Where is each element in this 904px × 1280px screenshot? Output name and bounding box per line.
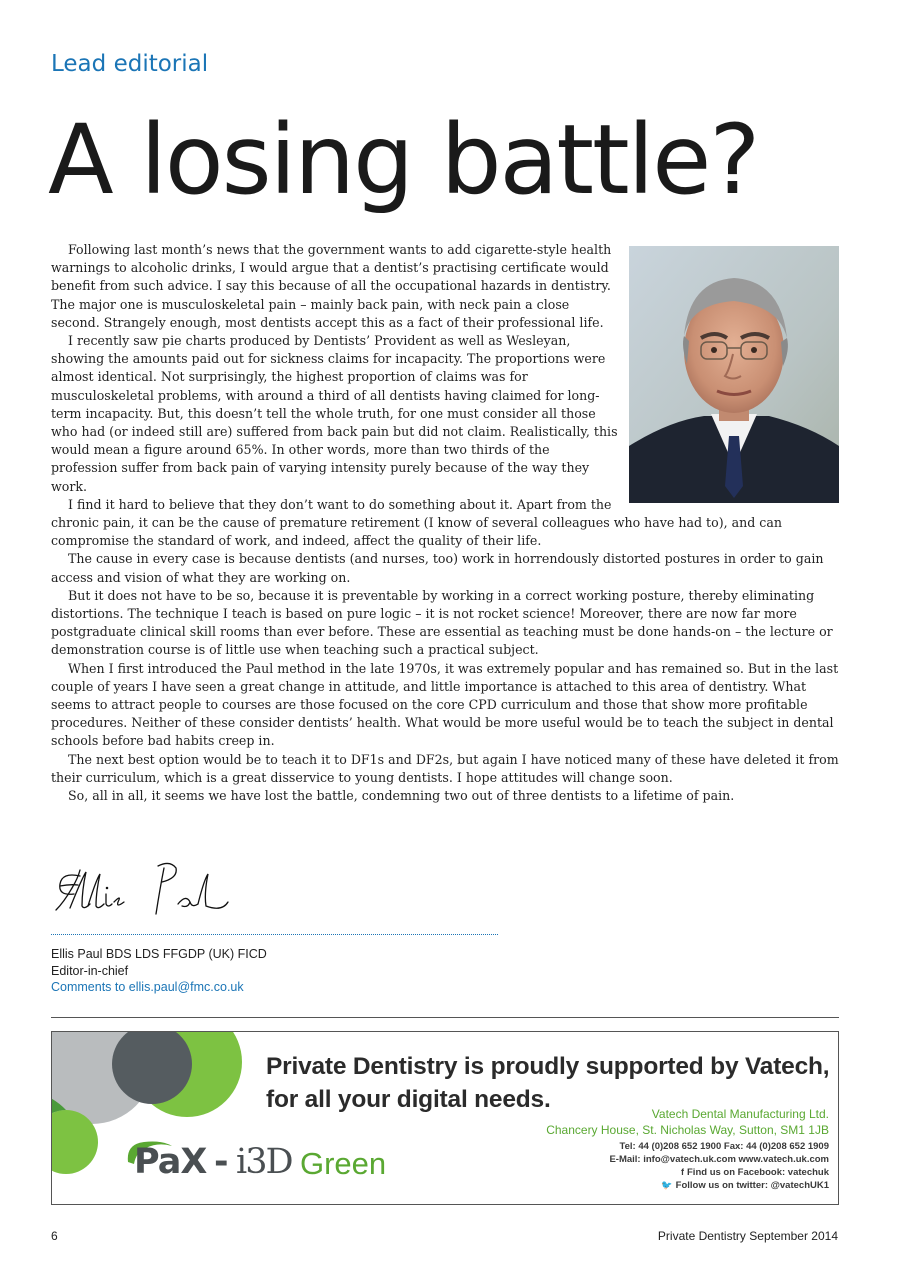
author-name: Ellis Paul BDS LDS FFGDP (UK) FICD (51, 947, 267, 961)
ad-facebook-text: Find us on Facebook: vatechuk (687, 1167, 829, 1178)
logo-pax-text: PaX (134, 1142, 207, 1182)
article-paragraph: When I first introduced the Paul method in the late 1970s, it was extremely popular and has remained so. But in the last couple of years I have seen a great change in attitude, and little importance is attached to this area of dentistry. What seems to attract people to courses are those focused on the core CPD curriculum and those that show more profitable procedures. Neither of these consider dentists’ health. What would be more useful would be to teach the subject in dental schools before bad habits creep in. (51, 660, 839, 749)
article-body (51, 241, 841, 805)
ad-twitter-text: Follow us on twitter: @vatechUK1 (675, 1180, 829, 1191)
signature-divider (51, 934, 498, 935)
vatech-advertisement[interactable] (51, 1031, 839, 1205)
ad-email-web[interactable]: E-Mail: info@vatech.uk.com www.vatech.uk.com (609, 1154, 829, 1165)
author-role: Editor-in-chief (51, 963, 129, 978)
ad-twitter[interactable] (609, 1179, 829, 1192)
facebook-icon: f (681, 1167, 684, 1177)
comments-email-link[interactable]: Comments to ellis.paul@fmc.co.uk (51, 980, 244, 994)
twitter-icon: 🐦 (661, 1180, 673, 1190)
ad-company-name: Vatech Dental Manufacturing Ltd. (651, 1107, 829, 1121)
article-paragraph: I recently saw pie charts produced by Dentists’ Provident as well as Wesleyan, showing the amounts paid out for sickness claims for incapacity. The proportions were almost identical. Not surprisingly, the highest proportion of claims was for musculoskeletal problems, with around a third of all dentists having claimed for long-term incapacity. But, this doesn’t tell the whole truth, for one must consider all those who had (or indeed still are) suffered from back pain but did not claim. Realistically, this would mean a figure around 65%. In other words, more than two thirds of the profession suffer from back pain of varying intensity purely because of the way they work. (51, 333, 618, 494)
article-paragraph: But it does not have to be so, because it is preventable by working in a correct working posture, thereby eliminating distortions. The technique I teach is based on pure logic – it is not rocket science! Moreover, there are now far more postgraduate clinical skill rooms than ever before. These are essential as teaching must be done hands-on – the lecture or demonstration course is of little use when teaching such a practical subject. (51, 587, 833, 658)
headline: A losing battle? (48, 104, 759, 216)
article-paragraph: Following last month’s news that the government wants to add cigarette-style health warnings to alcoholic drinks, I would argue that a dentist’s practising certificate would benefit from such advice. I say this because of all the occupational hazards in dentistry. The major one is musculoskeletal pain – mainly back pain, with neck pain a close second. Strangely enough, most dentists accept this as a fact of their professional life. (51, 242, 612, 330)
ad-headline-line-2: for all your digital needs. (266, 1086, 551, 1113)
ad-company-address: Chancery House, St. Nicholas Way, Sutton, SM1 1JB (546, 1123, 829, 1137)
section-divider (51, 1017, 839, 1018)
section-label: Lead editorial (51, 51, 209, 77)
ad-contact-block (609, 1140, 829, 1192)
article-paragraph: The cause in every case is because dentists (and nurses, too) work in horrendously distorted postures in order to gain access and vision of what they are working on. (51, 551, 824, 585)
author-block (51, 946, 267, 996)
article-paragraph: So, all in all, it seems we have lost the battle, condemning two out of three dentists to a lifetime of pain. (68, 788, 735, 804)
ad-phone: Tel: 44 (0)208 652 1900 Fax: 44 (0)208 652 1909 (619, 1141, 829, 1152)
ad-headline-line-1: Private Dentistry is proudly supported by Vatech, (266, 1053, 830, 1080)
article-paragraph: The next best option would be to teach it to DF1s and DF2s, but again I have noticed many of these have deleted it from their curriculum, which is a great disservice to young dentists. I hope attitudes will change soon. (51, 751, 839, 785)
logo-green-text: Green (300, 1146, 387, 1181)
handwritten-signature (52, 858, 242, 928)
article-paragraph: I find it hard to believe that they don’t want to do something about it. Apart from the chronic pain, it can be the cause of premature retirement (I know of several colleagues who have had to), and can compromise the standard of work, and indeed, affect the quality of their life. (51, 496, 782, 549)
page-number: 6 (51, 1229, 58, 1243)
ad-facebook[interactable] (609, 1166, 829, 1179)
ad-company-block (546, 1106, 829, 1138)
logo-i3d-text: i3D (236, 1142, 292, 1182)
logo-dash: - (214, 1142, 228, 1182)
portrait-spacer (619, 241, 841, 499)
publication-name: Private Dentistry September 2014 (657, 1229, 838, 1243)
